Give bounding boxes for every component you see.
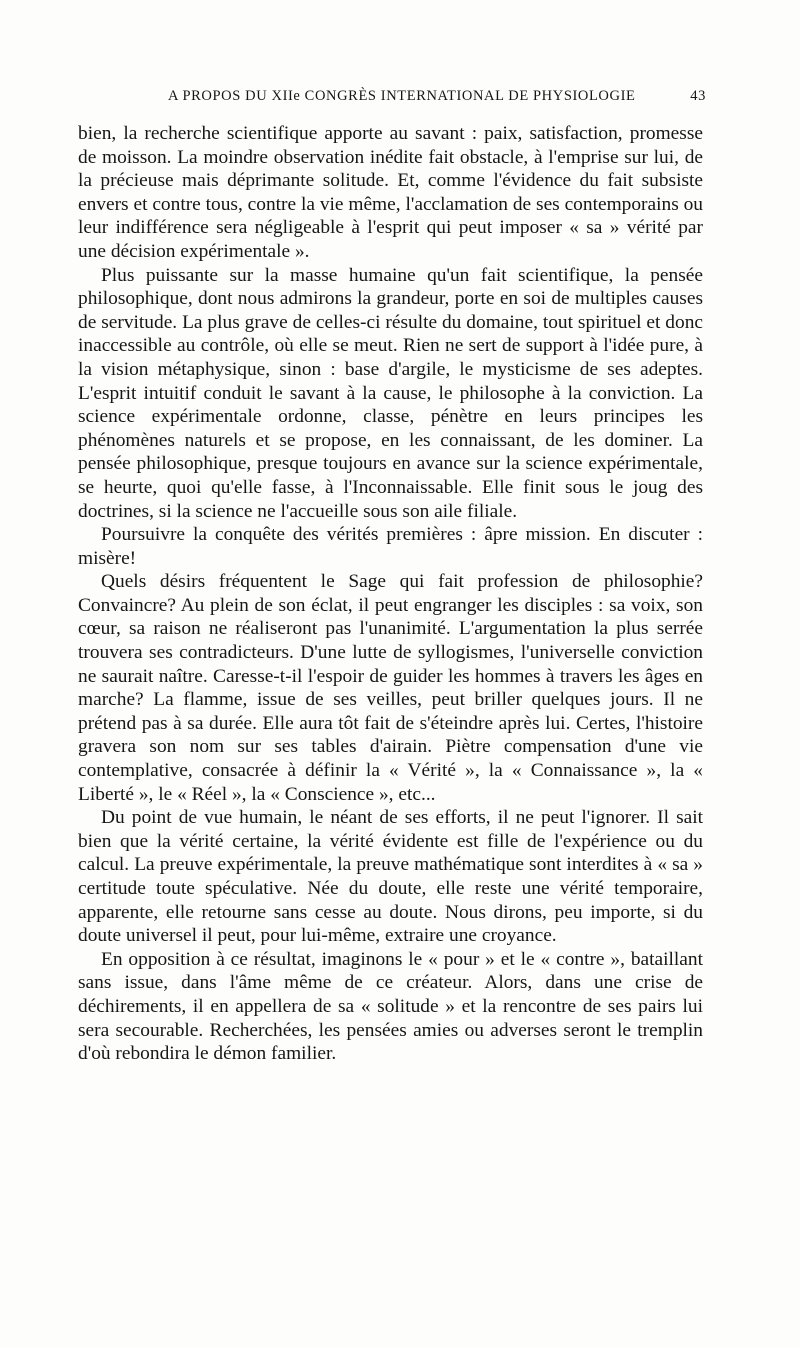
body-text: [78, 122, 703, 1066]
page-number: 43: [690, 88, 706, 104]
paragraph: Quels désirs fréquentent le Sage qui fait profession de philosophie? Convaincre? Au plein de son éclat, il peut engranger les disciples : sa voix, son cœur, sa raison ne réaliseront pas l'unanimité. L'argumentation la plus serrée trouvera ses contradicteurs. D'une lutte de syllogismes, l'universelle conviction ne saurait naître. Caresse-t-il l'espoir de guider les hommes à travers les âges en marche? La flamme, issue de ses veilles, peut briller quelques jours. Il ne prétend pas à sa durée. Elle aura tôt fait de s'éteindre après lui. Certes, l'histoire gravera son nom sur ses tables d'airain. Piètre compensation d'une vie contemplative, consacrée à définir la « Vérité », la « Connaissance », la « Liberté », le « Réel », la « Conscience », etc...: [78, 571, 703, 805]
paragraph: En opposition à ce résultat, imaginons le « pour » et le « contre », bataillant sans issue, dans l'âme même de ce créateur. Alors, dans une crise de déchirements, il en appellera de sa « solitude » et la rencontre de ses pairs lui sera secourable. Recherchées, les pensées amies ou adverses seront le tremplin d'où rebondira le démon familier.: [78, 948, 703, 1065]
paragraph: bien, la recherche scientifique apporte au savant : paix, satisfaction, promesse de moisson. La moindre observation inédite fait obstacle, à l'emprise sur lui, de la précieuse mais déprimante solitude. Et, comme l'évidence du fait subsiste envers et contre tous, contre la vie même, l'acclamation de ses contemporains ou leur indifférence sera négligeable à l'esprit qui peut imposer « sa » vérité par une décision expérimentale ».: [78, 123, 703, 262]
running-title: A PROPOS DU XIIe CONGRÈS INTERNATIONAL DE PHYSIOLOGIE: [168, 88, 636, 104]
paragraph: Poursuivre la conquête des vérités premières : âpre mission. En discuter : misère!: [78, 524, 703, 569]
paragraph: Plus puissante sur la masse humaine qu'un fait scientifique, la pensée philosophique, dont nous admirons la grandeur, porte en soi de multiples causes de servitude. La plus grave de celles-ci résulte du domaine, tout spirituel et donc inaccessible au contrôle, où elle se meut. Rien ne sert de support à l'idée pure, à la vision métaphysique, sinon : base d'argile, le mysticisme de ses adeptes. L'esprit intuitif conduit le savant à la cause, le philosophe à la conviction. La science expérimentale ordonne, classe, pénètre en leurs principes les phénomènes naturels et se propose, en les connaissant, de les dominer. La pensée philosophique, presque toujours en avance sur la science expérimentale, se heurte, quoi qu'elle fasse, à l'Inconnaissable. Elle finit sous le joug des doctrines, si la science ne l'accueille sous son aile filiale.: [78, 264, 703, 522]
paragraph: Du point de vue humain, le néant de ses efforts, il ne peut l'ignorer. Il sait bien que la vérité certaine, la vérité évidente est fille de l'expérience ou du calcul. La preuve expérimentale, la preuve mathématique sont interdites à « sa » certitude toute spéculative. Née du doute, elle reste une vérité temporaire, apparente, elle retourne sans cesse au doute. Nous dirons, peu importe, si du doute universel il peut, pour lui-même, extraire une croyance.: [78, 807, 703, 947]
